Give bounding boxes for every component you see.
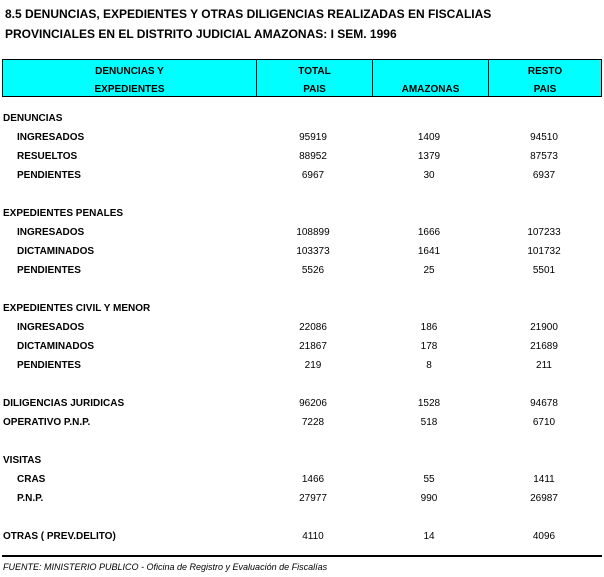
cell-total-pais: 95919 <box>299 132 327 143</box>
row-label: OPERATIVO P.N.P. <box>3 417 91 428</box>
row-label: DICTAMINADOS <box>17 246 95 257</box>
table-row <box>0 223 604 242</box>
cell-total-pais: 96206 <box>299 398 327 409</box>
cell-total-pais: 27977 <box>299 493 327 504</box>
row-label: EXPEDIENTES PENALES <box>3 208 124 219</box>
header-col3-line1: RESTO <box>527 66 563 77</box>
table-row <box>0 261 604 280</box>
table-row <box>0 337 604 356</box>
row-label: CRAS <box>17 474 46 485</box>
table-row <box>0 470 604 489</box>
cell-amazonas: 1379 <box>417 151 441 162</box>
spacer-row <box>0 432 604 451</box>
cell-total-pais: 108899 <box>296 227 330 238</box>
table-row <box>0 147 604 166</box>
cell-amazonas: 178 <box>420 341 438 352</box>
cell-total-pais: 88952 <box>299 151 327 162</box>
table-body <box>0 109 604 546</box>
table-row <box>0 527 604 546</box>
cell-total-pais: 103373 <box>296 246 330 257</box>
cell-resto-pais: 107233 <box>527 227 561 238</box>
header-resto-pais <box>489 60 601 96</box>
row-label: PENDIENTES <box>17 360 81 371</box>
cell-total-pais: 219 <box>304 360 322 371</box>
cell-total-pais: 5526 <box>301 265 325 276</box>
header-amazonas <box>373 60 489 96</box>
spacer-row <box>0 185 604 204</box>
header-col0-line2: EXPEDIENTES <box>94 84 165 95</box>
spacer-row <box>0 508 604 527</box>
cell-total-pais: 22086 <box>299 322 327 333</box>
header-total-pais <box>257 60 373 96</box>
cell-resto-pais: 21689 <box>530 341 558 352</box>
row-label: INGRESADOS <box>17 227 85 238</box>
cell-amazonas: 1409 <box>417 132 441 143</box>
header-col1-line1: TOTAL <box>298 66 331 77</box>
cell-amazonas: 8 <box>426 360 432 371</box>
cell-resto-pais: 4096 <box>532 531 556 542</box>
cell-amazonas: 518 <box>420 417 438 428</box>
cell-resto-pais: 6710 <box>532 417 556 428</box>
cell-resto-pais: 94510 <box>530 132 558 143</box>
table-header <box>2 59 602 97</box>
cell-resto-pais: 21900 <box>530 322 558 333</box>
header-col0-line1: DENUNCIAS Y <box>95 66 164 77</box>
cell-amazonas: 55 <box>423 474 435 485</box>
row-label: PENDIENTES <box>17 170 81 181</box>
source-note: FUENTE: MINISTERIO PUBLICO - Oficina de Registro y Evaluación de Fiscalías <box>3 562 328 572</box>
spacer-row <box>0 375 604 394</box>
row-label: P.N.P. <box>17 493 44 504</box>
table-row <box>0 356 604 375</box>
table-row <box>0 318 604 337</box>
cell-total-pais: 7228 <box>301 417 325 428</box>
row-label: EXPEDIENTES CIVIL Y MENOR <box>3 303 151 314</box>
row-label: RESUELTOS <box>17 151 78 162</box>
title-line-2: PROVINCIALES EN EL DISTRITO JUDICIAL AMAZONAS: I SEM. 1996 <box>5 27 397 41</box>
spacer-row <box>0 280 604 299</box>
cell-resto-pais: 211 <box>536 360 552 371</box>
table-row <box>0 128 604 147</box>
cell-total-pais: 21867 <box>299 341 327 352</box>
row-label: OTRAS ( PREV.DELITO) <box>3 531 116 542</box>
row-label: INGRESADOS <box>17 322 85 333</box>
row-label: INGRESADOS <box>17 132 85 143</box>
cell-amazonas: 14 <box>423 531 435 542</box>
cell-amazonas: 1641 <box>417 246 441 257</box>
cell-amazonas: 1666 <box>417 227 441 238</box>
table-row <box>0 242 604 261</box>
header-col2-line2: AMAZONAS <box>401 84 460 95</box>
page-title <box>5 4 600 44</box>
row-label: DILIGENCIAS JURIDICAS <box>3 398 125 409</box>
cell-resto-pais: 94678 <box>530 398 558 409</box>
table-row <box>0 204 604 223</box>
header-col1-line2: PAIS <box>303 84 326 95</box>
header-col3-line2: PAIS <box>533 84 557 95</box>
footer-divider <box>2 555 602 557</box>
table-row <box>0 451 604 470</box>
cell-resto-pais: 26987 <box>530 493 558 504</box>
header-denuncias-expedientes <box>3 60 257 96</box>
table-row <box>0 489 604 508</box>
cell-resto-pais: 6937 <box>532 170 556 181</box>
title-line-1: 8.5 DENUNCIAS, EXPEDIENTES Y OTRAS DILIGENCIAS REALIZADAS EN FISCALIAS <box>5 7 492 21</box>
table-row <box>0 299 604 318</box>
cell-amazonas: 186 <box>420 322 438 333</box>
cell-resto-pais: 87573 <box>530 151 558 162</box>
cell-total-pais: 6967 <box>301 170 325 181</box>
row-label: PENDIENTES <box>17 265 81 276</box>
table-row <box>0 166 604 185</box>
cell-resto-pais: 101732 <box>527 246 561 257</box>
cell-amazonas: 25 <box>423 265 435 276</box>
table-row <box>0 394 604 413</box>
cell-amazonas: 30 <box>423 170 435 181</box>
cell-amazonas: 990 <box>420 493 438 504</box>
row-label: DENUNCIAS <box>3 113 63 124</box>
table-row <box>0 413 604 432</box>
row-label: DICTAMINADOS <box>17 341 95 352</box>
cell-amazonas: 1528 <box>417 398 441 409</box>
cell-resto-pais: 5501 <box>532 265 556 276</box>
row-label: VISITAS <box>3 455 42 466</box>
cell-total-pais: 4110 <box>302 531 324 542</box>
table-row <box>0 109 604 128</box>
cell-total-pais: 1466 <box>301 474 325 485</box>
cell-resto-pais: 1411 <box>533 474 555 485</box>
